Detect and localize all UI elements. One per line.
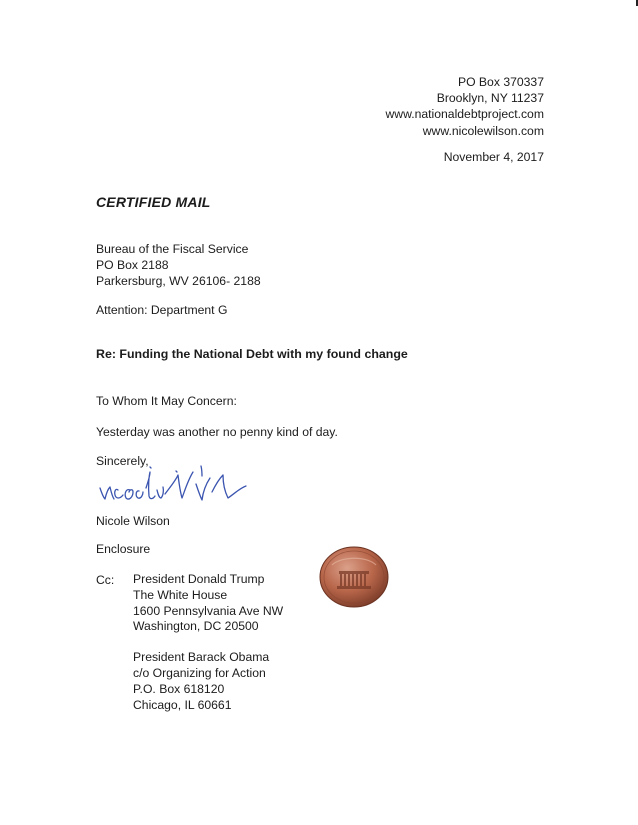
recipient-po-box: PO Box 2188 xyxy=(96,258,169,272)
handwritten-signature xyxy=(96,458,266,508)
salutation: To Whom It May Concern: xyxy=(96,394,237,408)
cc-recipient-line: Chicago, IL 60661 xyxy=(133,697,232,712)
cc-recipient-line: Washington, DC 20500 xyxy=(133,619,259,634)
cc-recipient-line: President Barack Obama xyxy=(133,650,270,665)
recipient-address xyxy=(96,241,261,289)
body-paragraph: Yesterday was another no penny kind of day. xyxy=(96,425,338,439)
recipient-city: Parkersburg, WV 26106- 2188 xyxy=(96,274,261,288)
sender-po-box: PO Box 370337 xyxy=(457,75,544,89)
enclosure-label: Enclosure xyxy=(96,542,151,556)
closing: Sincerely, xyxy=(96,454,149,468)
cc-label: Cc: xyxy=(96,573,115,587)
cc-recipient-line: c/o Organizing for Action xyxy=(133,665,266,680)
recipient-name: Bureau of the Fiscal Service xyxy=(96,242,249,256)
cc-recipient xyxy=(133,572,283,635)
cc-recipient-line: President Donald Trump xyxy=(133,572,265,586)
penny-icon xyxy=(318,545,390,609)
sender-website-2: www.nicolewilson.com xyxy=(422,123,544,138)
attention-line: Attention: Department G xyxy=(96,303,228,317)
cc-recipient-line: 1600 Pennsylvania Ave NW xyxy=(133,603,284,618)
cc-recipient-line: P.O. Box 618120 xyxy=(133,681,225,696)
cc-recipient-list xyxy=(133,572,283,728)
sender-city: Brooklyn, NY 11237 xyxy=(436,91,544,106)
signature-strokes xyxy=(100,466,246,500)
sender-address xyxy=(385,74,544,139)
cc-recipient-line: The White House xyxy=(133,587,228,602)
sender-website-1: www.nationaldebtproject.com xyxy=(385,107,544,122)
letter-date: November 4, 2017 xyxy=(443,150,544,164)
signer-name: Nicole Wilson xyxy=(96,514,170,528)
certified-mail-heading: CERTIFIED MAIL xyxy=(96,194,211,210)
cc-recipient xyxy=(133,650,283,713)
subject-line: Re: Funding the National Debt with my found change xyxy=(96,347,408,361)
